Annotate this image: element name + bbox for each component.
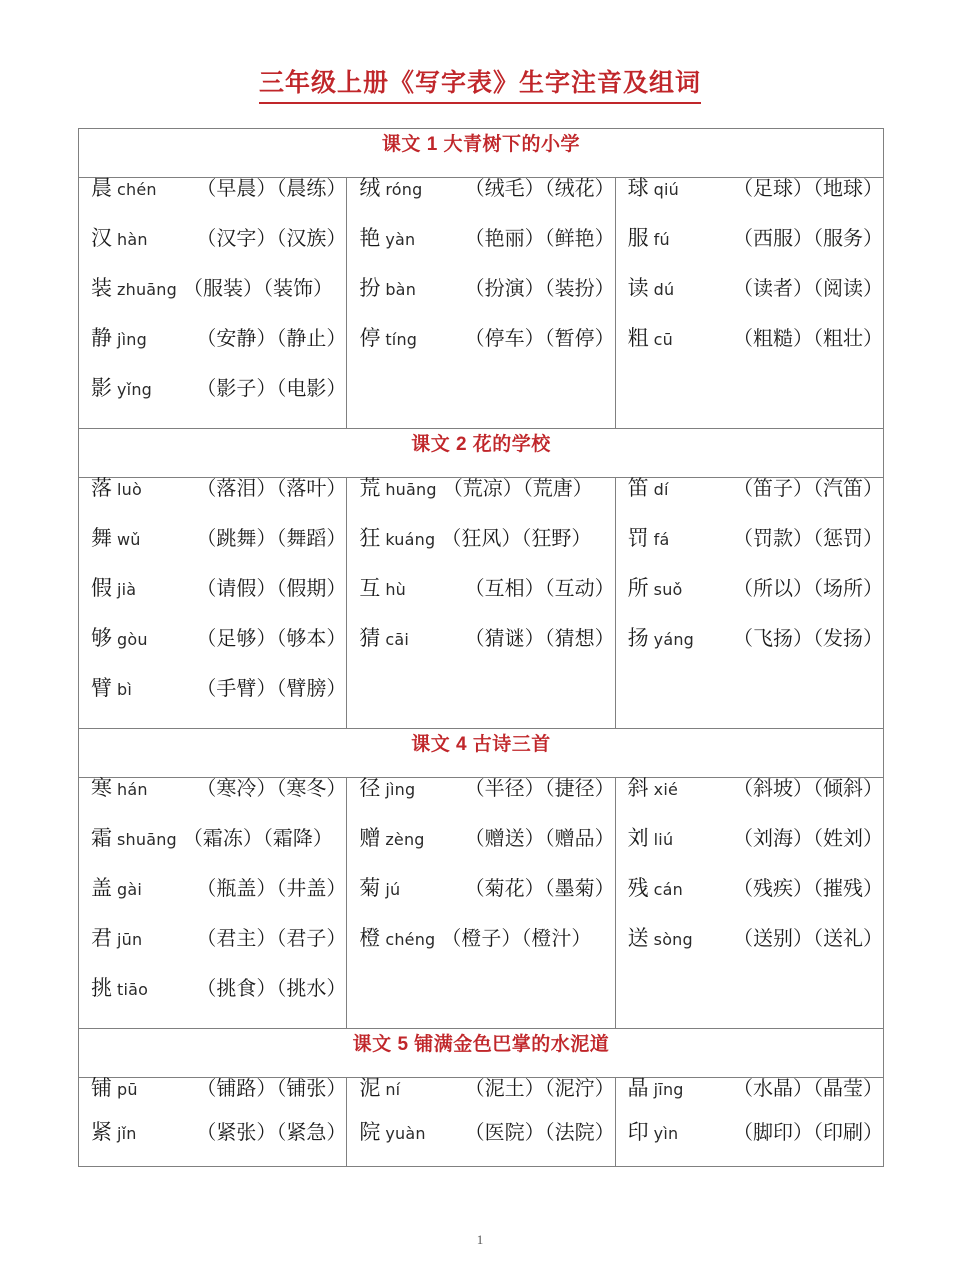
- entry-words: （猜谜）（猜想）: [464, 628, 615, 650]
- entry-pinyin: luò: [117, 480, 142, 499]
- entry-pinyin: kuáng: [385, 530, 436, 549]
- entry-character: 狂: [359, 526, 381, 550]
- entry-pinyin: yàn: [385, 230, 416, 249]
- character-entry: [347, 778, 614, 828]
- entry-words: （荒凉）（荒唐）: [442, 478, 593, 500]
- entry-pinyin: bàn: [385, 280, 417, 299]
- section-header-cell: [79, 1029, 884, 1078]
- entry-pinyin: cāi: [385, 630, 409, 649]
- entry-character: 紧: [91, 1120, 112, 1144]
- character-entry: [616, 628, 883, 678]
- entry-pinyin: bì: [117, 680, 133, 699]
- character-entry: [79, 578, 346, 628]
- entry-pinyin: gòu: [117, 630, 148, 649]
- entry-words: （寒冷）（寒冬）: [196, 778, 347, 800]
- entry-pinyin: wǔ: [117, 530, 141, 549]
- entry-character: 猜: [359, 626, 381, 650]
- word-column: [79, 778, 347, 1029]
- section-header-row: [79, 1029, 884, 1078]
- character-entry: [616, 1122, 883, 1166]
- entry-pinyin: cū: [653, 330, 673, 349]
- character-entry: [79, 478, 346, 528]
- entry-pinyin: yìn: [653, 1124, 679, 1143]
- entry-character: 盖: [91, 876, 112, 900]
- character-entry: [79, 628, 346, 678]
- character-entry: [79, 928, 346, 978]
- entry-pinyin: zèng: [385, 830, 425, 849]
- entry-words: （影子）（电影）: [196, 378, 347, 400]
- entry-pinyin: chéng: [385, 930, 436, 949]
- entry-words: （安静）（静止）: [196, 328, 347, 350]
- word-column: [347, 478, 615, 729]
- entry-pinyin: jīng: [653, 1080, 684, 1099]
- character-entry: [347, 628, 614, 678]
- section-header-row: [79, 129, 884, 178]
- character-entry: [616, 928, 883, 978]
- entry-pinyin: fá: [653, 530, 670, 549]
- entry-words: （粗糙）（粗壮）: [733, 328, 883, 350]
- entry-character: 笛: [627, 476, 649, 500]
- section-header-label: 课文 5 铺满金色巴掌的水泥道: [352, 1034, 610, 1055]
- entry-pinyin: shuāng: [117, 830, 177, 849]
- entry-pinyin: chén: [117, 180, 157, 199]
- entry-pinyin: yáng: [653, 630, 695, 649]
- entry-words: （所以）（场所）: [733, 578, 883, 600]
- entry-character: 斜: [627, 776, 649, 800]
- character-entry: [616, 228, 883, 278]
- page-number: 1: [476, 1232, 484, 1247]
- word-column: [347, 778, 615, 1029]
- character-entry: [79, 978, 346, 1028]
- entry-character: 霜: [91, 826, 112, 850]
- entry-words: （瓶盖）（井盖）: [196, 878, 347, 900]
- word-column: [615, 478, 883, 729]
- entry-words: （君主）（君子）: [196, 928, 347, 950]
- entry-pinyin: ní: [385, 1080, 401, 1099]
- entry-words: （送别）（送礼）: [733, 928, 883, 950]
- entry-character: 臂: [91, 676, 112, 700]
- entry-words: （狂风）（狂野）: [441, 528, 592, 550]
- character-entry: [347, 1122, 614, 1166]
- entry-character: 球: [627, 176, 649, 200]
- page-title: [0, 68, 960, 104]
- entry-words: （汉字）（汉族）: [196, 228, 347, 250]
- character-entry: [79, 278, 346, 328]
- section-header-label: 课文 4 古诗三首: [411, 734, 551, 755]
- entry-character: 艳: [359, 226, 381, 250]
- entry-pinyin: jūn: [117, 930, 143, 949]
- section-header-cell: [79, 429, 884, 478]
- entry-words: （绒毛）（绒花）: [464, 178, 615, 200]
- entry-character: 院: [359, 1120, 381, 1144]
- character-entry: [347, 178, 614, 228]
- character-entry: [616, 878, 883, 928]
- entry-character: 君: [91, 926, 112, 950]
- section-header-row: [79, 429, 884, 478]
- entry-character: 送: [627, 926, 649, 950]
- word-column: [79, 1078, 347, 1167]
- word-column: [347, 178, 615, 429]
- character-entry: [347, 1078, 614, 1122]
- entry-character: 晨: [91, 176, 112, 200]
- entry-pinyin: yǐng: [117, 380, 153, 399]
- character-entry: [347, 928, 614, 978]
- entry-character: 服: [627, 226, 649, 250]
- character-entry: [616, 328, 883, 378]
- entry-words: （扮演）（装扮）: [464, 278, 615, 300]
- entry-character: 径: [359, 776, 381, 800]
- entry-pinyin: tiāo: [117, 980, 149, 999]
- entry-character: 橙: [359, 926, 381, 950]
- entry-pinyin: xié: [653, 780, 679, 799]
- entry-pinyin: qiú: [653, 180, 679, 199]
- character-entry: [616, 578, 883, 628]
- entry-pinyin: yuàn: [385, 1124, 426, 1143]
- character-table: [78, 128, 884, 1167]
- entry-words: （跳舞）（舞蹈）: [196, 528, 347, 550]
- character-entry: [616, 1078, 883, 1122]
- word-column: [79, 478, 347, 729]
- entry-words: （艳丽）（鲜艳）: [464, 228, 615, 250]
- entry-pinyin: dú: [653, 280, 675, 299]
- word-column: [347, 1078, 615, 1167]
- character-entry: [616, 478, 883, 528]
- entry-character: 赠: [359, 826, 381, 850]
- entry-words: （脚印）（印刷）: [733, 1122, 883, 1144]
- entry-words: （菊花）（墨菊）: [464, 878, 615, 900]
- entry-pinyin: róng: [385, 180, 423, 199]
- word-column: [615, 778, 883, 1029]
- entry-pinyin: cán: [653, 880, 683, 899]
- character-entry: [347, 878, 614, 928]
- character-entry: [347, 528, 614, 578]
- entry-character: 读: [627, 276, 649, 300]
- entry-words: （西服）（服务）: [733, 228, 883, 250]
- entry-pinyin: dí: [653, 480, 669, 499]
- entry-words: （刘海）（姓刘）: [733, 828, 883, 850]
- entry-pinyin: jià: [117, 580, 137, 599]
- entry-character: 印: [627, 1120, 649, 1144]
- section-header-cell: [79, 129, 884, 178]
- entry-pinyin: hù: [385, 580, 407, 599]
- entry-pinyin: jìng: [385, 780, 416, 799]
- entry-pinyin: tíng: [385, 330, 418, 349]
- character-entry: [79, 778, 346, 828]
- entry-pinyin: jǐn: [117, 1124, 137, 1143]
- character-entry: [79, 328, 346, 378]
- entry-words: （霜冻）（霜降）: [182, 828, 333, 850]
- entry-character: 绒: [359, 176, 381, 200]
- entry-words: （挑食）（挑水）: [196, 978, 347, 1000]
- entry-character: 荒: [359, 476, 381, 500]
- entry-words: （橙子）（橙汁）: [441, 928, 592, 950]
- entry-character: 寒: [91, 776, 112, 800]
- entry-words: （斜坡）（倾斜）: [733, 778, 883, 800]
- entry-words: （足球）（地球）: [733, 178, 883, 200]
- character-entry: [79, 178, 346, 228]
- word-column: [615, 178, 883, 429]
- character-entry: [79, 828, 346, 878]
- entry-words: （半径）（捷径）: [464, 778, 615, 800]
- entry-character: 汉: [91, 226, 112, 250]
- entry-character: 挑: [91, 976, 112, 1000]
- character-entry: [347, 578, 614, 628]
- section-body-row: [79, 478, 884, 729]
- section-header-row: [79, 729, 884, 778]
- entry-character: 停: [359, 326, 381, 350]
- word-column: [79, 178, 347, 429]
- section-body-row: [79, 778, 884, 1029]
- entry-character: 残: [627, 876, 649, 900]
- entry-pinyin: pū: [117, 1080, 138, 1099]
- entry-pinyin: liú: [653, 830, 674, 849]
- entry-character: 影: [91, 376, 112, 400]
- character-entry: [347, 478, 614, 528]
- entry-pinyin: fú: [653, 230, 670, 249]
- entry-words: （停车）（暂停）: [464, 328, 615, 350]
- entry-words: （足够）（够本）: [196, 628, 347, 650]
- character-entry: [347, 228, 614, 278]
- entry-words: （医院）（法院）: [464, 1122, 615, 1144]
- entry-character: 互: [359, 576, 381, 600]
- character-entry: [616, 178, 883, 228]
- entry-words: （紧张）（紧急）: [196, 1122, 347, 1144]
- character-entry: [616, 528, 883, 578]
- character-entry: [616, 278, 883, 328]
- entry-words: （互相）（互动）: [464, 578, 615, 600]
- entry-character: 扮: [359, 276, 381, 300]
- entry-pinyin: jìng: [117, 330, 147, 349]
- entry-words: （请假）（假期）: [196, 578, 347, 600]
- entry-words: （笛子）（汽笛）: [733, 478, 883, 500]
- entry-words: （赠送）（赠品）: [464, 828, 615, 850]
- character-entry: [347, 828, 614, 878]
- character-entry: [79, 378, 346, 428]
- entry-words: （泥土）（泥泞）: [464, 1078, 615, 1100]
- entry-pinyin: zhuāng: [117, 280, 177, 299]
- entry-words: （残疾）（摧残）: [733, 878, 883, 900]
- character-entry: [616, 828, 883, 878]
- entry-character: 假: [91, 576, 112, 600]
- entry-character: 扬: [627, 626, 649, 650]
- entry-words: （手臂）（臂膀）: [196, 678, 347, 700]
- page-title-text: 三年级上册《写字表》生字注音及组词: [259, 68, 701, 104]
- character-entry: [347, 278, 614, 328]
- section-header-cell: [79, 729, 884, 778]
- entry-pinyin: suǒ: [653, 580, 683, 599]
- entry-character: 菊: [359, 876, 381, 900]
- entry-pinyin: hán: [117, 780, 148, 799]
- entry-character: 装: [91, 276, 112, 300]
- entry-character: 落: [91, 476, 112, 500]
- entry-words: （读者）（阅读）: [733, 278, 883, 300]
- entry-pinyin: gài: [117, 880, 143, 899]
- entry-character: 刘: [627, 826, 649, 850]
- entry-words: （早晨）（晨练）: [196, 178, 347, 200]
- entry-character: 泥: [359, 1076, 381, 1100]
- entry-character: 静: [91, 326, 112, 350]
- entry-pinyin: hàn: [117, 230, 148, 249]
- entry-words: （铺路）（铺张）: [196, 1078, 347, 1100]
- entry-character: 晶: [627, 1076, 649, 1100]
- entry-pinyin: sòng: [653, 930, 693, 949]
- entry-pinyin: huāng: [385, 480, 437, 499]
- character-entry: [347, 328, 614, 378]
- word-column: [615, 1078, 883, 1167]
- section-body-row: [79, 178, 884, 429]
- character-entry: [79, 678, 346, 728]
- entry-character: 罚: [627, 526, 649, 550]
- character-entry: [616, 778, 883, 828]
- character-entry: [79, 878, 346, 928]
- character-entry: [79, 1078, 346, 1122]
- entry-words: （服装）（装饰）: [182, 278, 333, 300]
- entry-character: 舞: [91, 526, 112, 550]
- character-entry: [79, 528, 346, 578]
- entry-character: 所: [627, 576, 649, 600]
- entry-words: （落泪）（落叶）: [196, 478, 347, 500]
- entry-pinyin: jú: [385, 880, 401, 899]
- character-entry: [79, 228, 346, 278]
- entry-words: （罚款）（惩罚）: [733, 528, 883, 550]
- entry-character: 粗: [627, 326, 649, 350]
- entry-character: 铺: [91, 1076, 112, 1100]
- section-body-row: [79, 1078, 884, 1167]
- entry-words: （水晶）（晶莹）: [733, 1078, 883, 1100]
- entry-words: （飞扬）（发扬）: [733, 628, 883, 650]
- character-entry: [79, 1122, 346, 1166]
- entry-character: 够: [91, 626, 112, 650]
- section-header-label: 课文 1 大青树下的小学: [381, 134, 581, 155]
- section-header-label: 课文 2 花的学校: [411, 434, 551, 455]
